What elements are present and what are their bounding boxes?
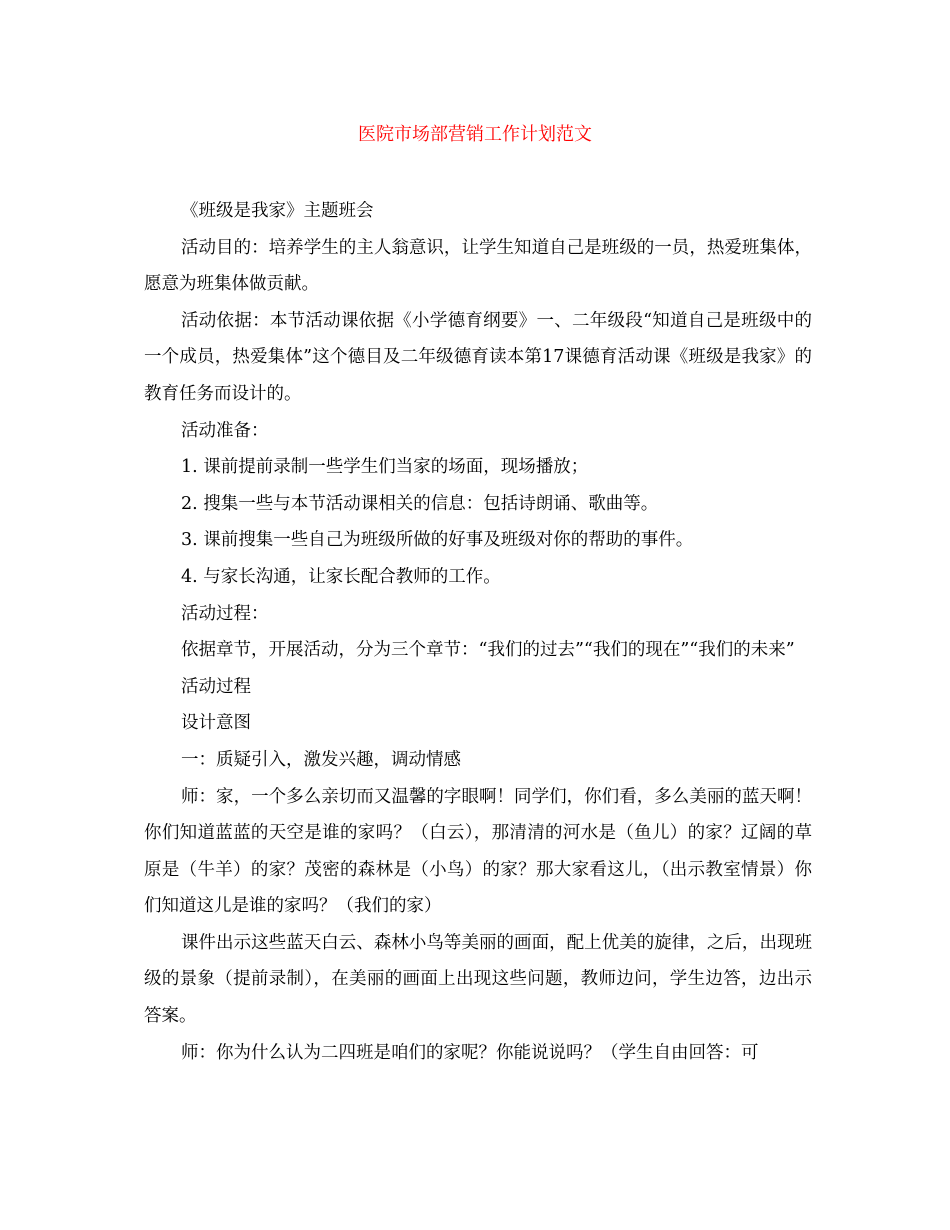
paragraph: 活动准备： <box>181 420 269 441</box>
paragraph: 师：家，一个多么亲切而又温馨的字眼啊！同学们，你们看，多么美丽的蓝天啊！你们知道蓝蓝的天空是谁的家吗？（白云），那清清的河水是（鱼儿）的家？辽阔的草原是（牛羊）的家？茂密的森林是（小鸟）的家？那大家看这儿，（出示教室情景）你们知道这儿是谁的家吗？（我们的家） <box>144 786 812 917</box>
paragraph: 一：质疑引入，激发兴趣，调动情感 <box>181 749 461 770</box>
paragraph: 师：你为什么认为二四班是咱们的家呢？你能说说吗？（学生自由回答：可 <box>181 1042 759 1063</box>
list-item: 3. 课前搜集一些自己为班级所做的好事及班级对你的帮助的事件。 <box>181 530 694 551</box>
paragraph: 活动依据：本节活动课依据《小学德育纲要》一、二年级段“知道自己是班级中的一个成员，热爱集体”这个德目及二年级德育读本第17课德育活动课《班级是我家》的教育任务而设计的。 <box>144 310 812 404</box>
paragraph: 活动过程 <box>181 676 251 697</box>
list-item: 4. 与家长沟通，让家长配合教师的工作。 <box>181 566 501 587</box>
document-title: 医院市场部营销工作计划范文 <box>358 124 592 145</box>
paragraph: 《班级是我家》主题班会 <box>181 201 374 221</box>
document-body <box>144 193 812 1071</box>
paragraph: 依据章节，开展活动，分为三个章节：“我们的过去”“我们的现在”“我们的未来” <box>181 640 795 661</box>
list-item: 2. 搜集一些与本节活动课相关的信息：包括诗朗诵、歌曲等。 <box>181 493 659 514</box>
paragraph: 设计意图 <box>181 713 251 734</box>
paragraph: 课件出示这些蓝天白云、森林小鸟等美丽的画面，配上优美的旋律，之后，出现班级的景象（提前录制），在美丽的画面上出现这些问题，教师边问，学生边答，边出示答案。 <box>144 932 812 1027</box>
paragraph: 活动过程： <box>181 603 269 624</box>
list-item: 1. 课前提前录制一些学生们当家的场面，现场播放； <box>181 457 589 478</box>
paragraph: 活动目的：培养学生的主人翁意识，让学生知道自己是班级的一员，热爱班集体，愿意为班集体做贡献。 <box>144 237 812 295</box>
